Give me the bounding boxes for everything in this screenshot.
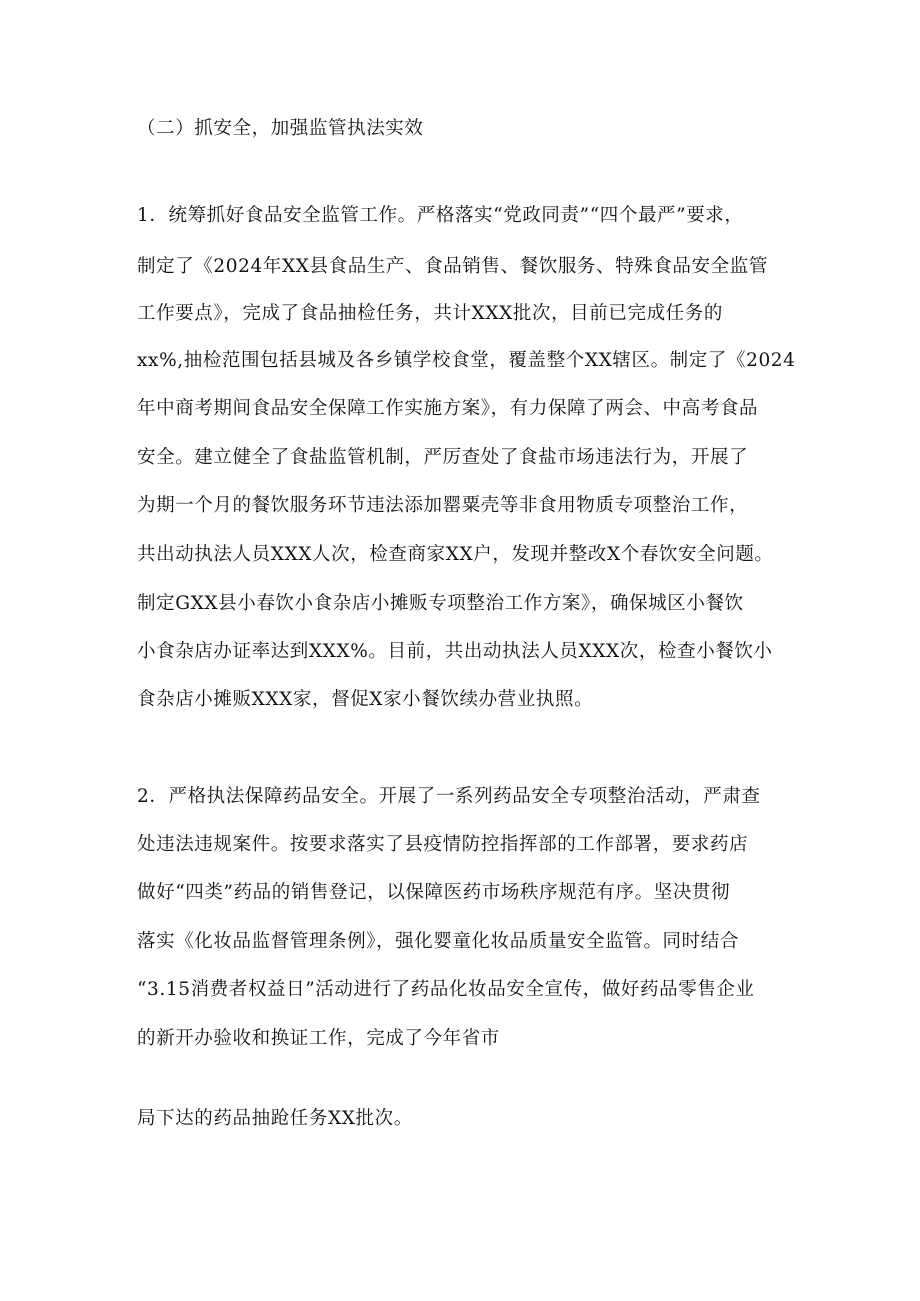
- paragraph-line: 制定GXX县小春饮小食杂店小摊贩专项整治工作方案》，确保城区小餐饮: [137, 593, 744, 614]
- paragraph-line: 局下达的药品抽跄任务XX批次。: [137, 1108, 413, 1129]
- paragraph-line: xx%,抽检范围包括县城及各乡镇学校食堂，覆盖整个XX辖区。制定了《2024: [137, 350, 796, 371]
- paragraph-line: 落实《化妆品监督管理条例》，强化婴童化妆品质量安全监管。同时结合: [137, 931, 739, 952]
- paragraph-line: 处违法违规案件。按要求落实了县疫情防控指挥部的工作部署，要求药店: [137, 834, 749, 855]
- paragraph-line: 做好“四类”药品的销售登记，以保障医药市场秩序规范有序。坚决贯彻: [137, 882, 731, 903]
- paragraph-line: 安全。建立健全了食盐监管机制，严厉查处了食盐市场违法行为，开展了: [137, 447, 749, 468]
- paragraph-line: 年中商考期间食品安全保障工作实施方案》，有力保障了两会、中高考食品: [137, 398, 759, 419]
- paragraph-line: 2．严格执法保障药品安全。开展了一系列药品安全专项整治活动，严肃查: [137, 786, 761, 807]
- paragraph-line: 工作要点》，完成了食品抽检任务，共计XXX批次，目前已完成任务的: [137, 303, 723, 324]
- paragraph-line: 食杂店小摊贩XXX家，督促X家小餐饮续办营业执照。: [137, 689, 594, 710]
- paragraph-line: 1．统筹抓好食品安全监管工作。严格落实“党政同责”“四个最严”要求，: [137, 205, 744, 226]
- paragraph-line: 的新开办验收和换证工作，完成了今年省市: [137, 1028, 500, 1049]
- paragraph-line: 制定了《2024年XX县食品生产、食品销售、餐饮服务、特殊食品安全监管: [137, 256, 768, 277]
- paragraph-line: 为期一个月的餐饮服务环节违法添加罂粟壳等非食用物质专项整治工作，: [137, 495, 749, 516]
- paragraph-line: “3.15消费者权益日”活动进行了药品化妆品安全宣传，做好药品零售企业: [137, 979, 755, 1000]
- paragraph-line: 共出动执法人员XXX人次，检查商家XX户，发现并整改X个春饮安全问题。: [137, 544, 774, 565]
- section-heading: （二）抓安全，加强监管执法实效: [137, 118, 424, 139]
- paragraph-line: 小食杂店办证率达到XXX%。目前，共出动执法人员XXX次，检查小餐饮小: [137, 641, 773, 662]
